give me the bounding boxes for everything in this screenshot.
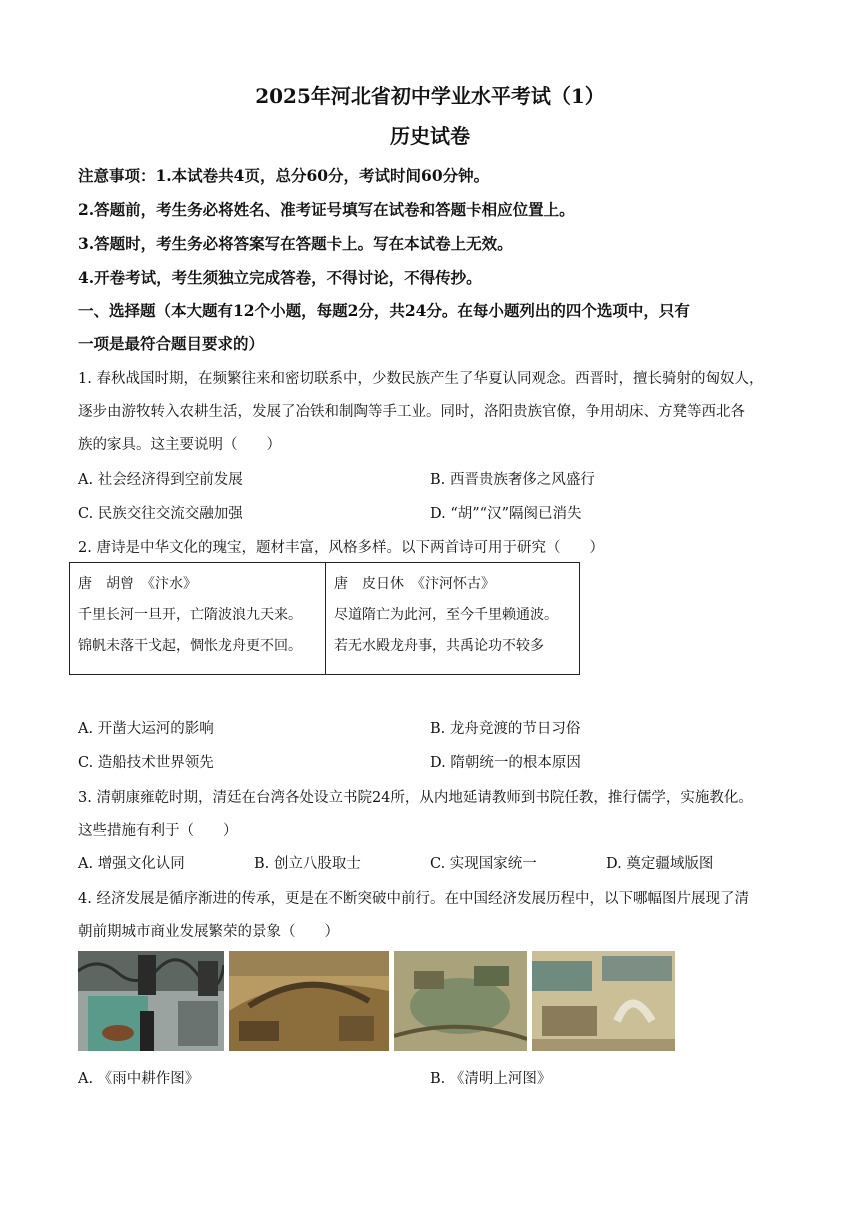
painting-qingming-image	[229, 951, 389, 1051]
q3-stem-line-2: 这些措施有利于（ ）	[78, 823, 238, 839]
q3-stem-line-1: 3. 清朝康雍乾时期，清廷在台湾各处设立书院24所，从内地延请教师到书院任教，推行儒学，实施教化。	[78, 790, 753, 806]
poem-cell-2	[326, 563, 580, 675]
q4-stem-line-1: 4. 经济发展是循序渐进的传承，更是在不断突破中前行。在中国经济发展历程中，以下哪幅图片展现了清	[78, 891, 749, 907]
q2-option-d[interactable]: D. 隋朝统一的根本原因	[430, 755, 581, 771]
poem-1-line-1: 千里长河一旦开，亡隋波浪九天来。	[78, 607, 302, 623]
painting-garden-image	[394, 951, 527, 1051]
poem-1-title: 唐 胡曾 《汴水》	[78, 576, 197, 592]
q3-option-c[interactable]: C. 实现国家统一	[430, 856, 537, 872]
poem-table	[69, 562, 580, 675]
q1-option-d[interactable]: D. “胡”“汉”隔阂已消失	[430, 506, 582, 522]
q2-option-c[interactable]: C. 造船技术世界领先	[78, 755, 214, 771]
q3-option-a[interactable]: A. 增强文化认同	[78, 856, 185, 872]
section-heading-line-2: 一项是最符合题目要求的）	[78, 334, 265, 353]
poem-2-line-2: 若无水殿龙舟事，共禹论功不较多	[334, 638, 544, 654]
q2-option-b[interactable]: B. 龙舟竞渡的节日习俗	[430, 721, 581, 737]
q2-stem: 2. 唐诗是中华文化的瑰宝，题材丰富，风格多样。以下两首诗可用于研究（ ）	[78, 540, 604, 556]
exam-title: 2025年河北省初中学业水平考试（1）	[255, 84, 605, 108]
painting-rain-farming-image	[78, 951, 224, 1051]
notice-line-4: 4.开卷考试，考生须独立完成答卷，不得讨论，不得传抄。	[78, 268, 482, 287]
exam-subtitle: 历史试卷	[390, 124, 470, 148]
notice-line-3: 3.答题时，考生务必将答案写在答题卡上。写在本试卷上无效。	[78, 234, 513, 253]
q4-stem-line-2: 朝前期城市商业发展繁荣的景象（ ）	[78, 924, 339, 940]
section-heading-line-1: 一、选择题（本大题有12个小题，每题2分，共24分。在每小题列出的四个选项中，只有	[78, 301, 690, 320]
poem-2-line-1: 尽道隋亡为此河，至今千里赖通波。	[334, 607, 558, 623]
q1-stem-line-1: 1. 春秋战国时期，在频繁往来和密切联系中，少数民族产生了华夏认同观念。西晋时，擅长骑射的匈奴人，	[78, 371, 764, 387]
q1-option-c[interactable]: C. 民族交往交流交融加强	[78, 506, 243, 522]
q1-option-b[interactable]: B. 西晋贵族奢侈之风盛行	[430, 472, 595, 488]
notice-line-1: 注意事项：1.本试卷共4页，总分60分，考试时间60分钟。	[78, 166, 490, 185]
q1-option-a[interactable]: A. 社会经济得到空前发展	[78, 472, 243, 488]
q4-option-a[interactable]: A. 《雨中耕作图》	[78, 1071, 200, 1087]
poem-1-line-2: 锦帆未落干戈起，惆怅龙舟更不回。	[78, 638, 302, 654]
q1-stem-line-2: 逐步由游牧转入农耕生活，发展了冶铁和制陶等手工业。同时，洛阳贵族官僚，争用胡床、方凳等西北各	[78, 404, 745, 420]
q3-option-b[interactable]: B. 创立八股取士	[254, 856, 361, 872]
notice-line-2: 2.答题前，考生务必将姓名、准考证号填写在试卷和答题卡相应位置上。	[78, 200, 575, 219]
q4-option-b[interactable]: B. 《清明上河图》	[430, 1071, 552, 1087]
q2-option-a[interactable]: A. 开凿大运河的影响	[78, 721, 214, 737]
q3-option-d[interactable]: D. 奠定疆域版图	[606, 856, 714, 872]
poem-2-title: 唐 皮日休 《汴河怀古》	[334, 576, 495, 592]
q1-stem-line-3: 族的家具。这主要说明（ ）	[78, 437, 281, 453]
poem-cell-1	[70, 563, 326, 675]
painting-city-prosperity-image	[532, 951, 675, 1051]
